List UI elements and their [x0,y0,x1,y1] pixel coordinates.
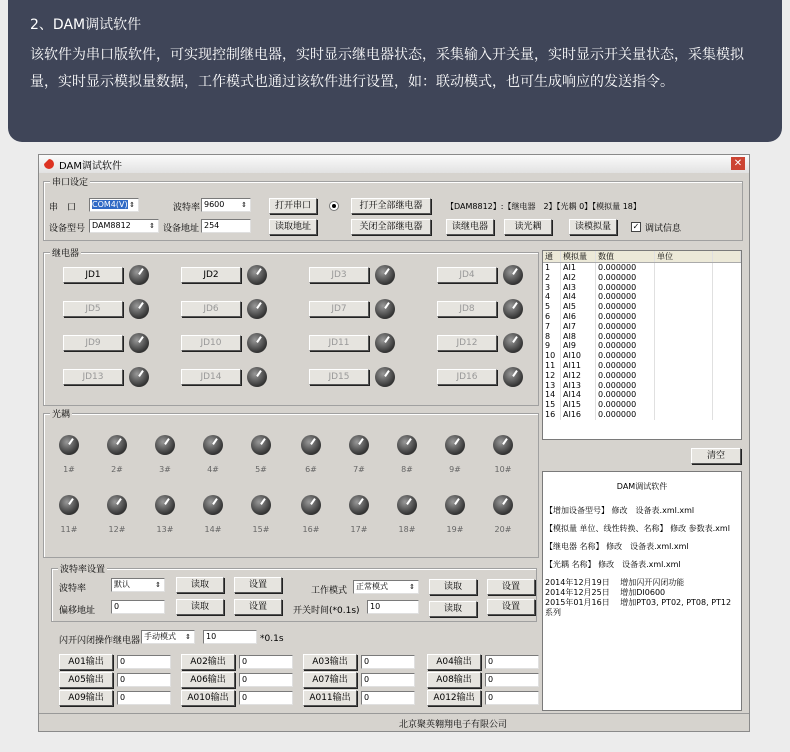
opto-group-label: 光耦 [50,407,72,420]
chevron-down-icon: ⇕ [149,222,155,230]
opto-status-knob-icon [445,495,465,515]
table-cell [655,410,713,420]
time-label: 开关时间(*0.1s) [293,606,360,616]
table-row [543,410,741,420]
table-row [543,332,741,342]
company-name: 北京聚英翱翔电子有限公司 [399,720,508,730]
opto-label: 18# [398,525,416,534]
output-button-4[interactable]: A04输出 [427,654,481,670]
opto-status-knob-icon [397,495,417,515]
mode-select[interactable] [353,580,419,594]
table-cell: 10 [543,351,561,361]
table-cell: AI16 [561,410,596,420]
table-cell [655,263,713,273]
output-button-10[interactable]: A010输出 [181,690,235,706]
opto-label: 6# [305,465,317,474]
opto-status-knob-icon [107,495,127,515]
opto-status-knob-icon [301,435,321,455]
opto-label: 4# [207,465,219,474]
opto-status-knob-icon [251,435,271,455]
table-cell [655,400,713,410]
opto-label: 8# [401,465,413,474]
port-value: COM4(V) [92,200,128,209]
banner-heading: 2、DAM调试软件 [30,17,142,33]
table-cell: 11 [543,361,561,371]
device-info-text: 【DAM8812】:【继电器 2】【光耦 0】【模拟量 18】 [446,202,641,211]
output-value-input[interactable]: 0 [361,673,415,687]
bs-baud-label: 波特率 [59,584,87,594]
output-value-input[interactable]: 0 [361,655,415,669]
app-window [38,154,750,732]
opto-label: 17# [350,525,368,534]
output-button-2[interactable]: A02输出 [181,654,235,670]
mode-read-button[interactable]: 读取 [429,579,477,595]
table-cell: AI6 [561,312,596,322]
table-cell: 0.000000 [596,263,655,273]
relay-button-1[interactable]: JD1 [63,267,123,283]
table-row [543,381,741,391]
baud-settings-label: 波特率设置 [58,562,107,575]
table-cell [655,390,713,400]
offset-label: 偏移地址 [59,606,96,616]
output-button-3[interactable]: A03输出 [303,654,357,670]
opto-label: 10# [494,465,512,474]
table-cell: 0.000000 [596,341,655,351]
table-row [543,312,741,322]
opto-status-knob-icon [397,435,417,455]
output-button-6[interactable]: A06输出 [181,672,235,688]
output-button-5[interactable]: A05输出 [59,672,113,688]
output-button-1[interactable]: A01输出 [59,654,113,670]
opto-label: 12# [108,525,126,534]
col-header: 通 [543,251,561,262]
relay-button-14[interactable]: JD14 [181,369,241,385]
port-label: 串 口 [49,203,77,213]
app-logo-icon [43,158,55,170]
port-status-radio [329,201,339,211]
analog-table[interactable] [542,250,742,440]
mode-value: 正常模式 [356,582,388,591]
table-row [543,322,741,332]
relay-status-knob-icon [503,333,523,353]
table-cell: 4 [543,292,561,302]
table-cell: 0.000000 [596,351,655,361]
col-header: 模拟量 [561,251,596,262]
table-cell [655,292,713,302]
table-row [543,263,741,273]
flash-label: 闪开闪闭操作继电器 [59,636,141,646]
window-title: DAM调试软件 [59,160,122,172]
opto-label: 20# [494,525,512,534]
table-cell [655,371,713,381]
bs-baud-value: 默认 [114,580,130,589]
table-cell: 0.000000 [596,332,655,342]
log-line: 【模拟量 单位、线性转换、名称】 修改 参数表.xml [545,524,730,533]
relay-status-knob-icon [375,299,395,319]
output-value-input[interactable]: 0 [485,673,539,687]
table-row [543,341,741,351]
chevron-down-icon: ⇕ [185,633,191,641]
opto-status-knob-icon [107,435,127,455]
table-cell: AI4 [561,292,596,302]
table-cell: AI11 [561,361,596,371]
flash-mode-value: 手动模式 [144,632,176,641]
relay-button-9[interactable]: JD9 [63,335,123,351]
opto-label: 14# [204,525,222,534]
relay-button-12[interactable]: JD12 [437,335,497,351]
output-value-input[interactable]: 0 [485,691,539,705]
relay-status-knob-icon [247,265,267,285]
table-cell: 0.000000 [596,371,655,381]
log-line: 【增加设备型号】 修改 设备表.xml.xml [545,506,695,515]
table-cell: 0.000000 [596,390,655,400]
table-cell: AI7 [561,322,596,332]
opto-label: 9# [449,465,461,474]
table-cell: AI5 [561,302,596,312]
clear-button[interactable]: 清空 [691,448,741,464]
bs-baud-read-button[interactable]: 读取 [176,577,224,593]
close-icon[interactable]: ✕ [731,157,745,170]
opto-label: 16# [302,525,320,534]
mode-label: 工作模式 [311,586,348,596]
table-cell: 2 [543,273,561,283]
device-type-select[interactable] [89,219,159,233]
table-cell [655,273,713,283]
opto-status-knob-icon [301,495,321,515]
relay-button-5[interactable]: JD5 [63,301,123,317]
log-line: 2014年12月19日 增加闪开闪闭功能 2014年12月25日 增加DI0600 2015年01月16日 增加PT03, PT02, PT08, PT12系列 [545,578,732,617]
read-addr-button[interactable]: 读取地址 [269,219,317,235]
read-relay-button[interactable]: 读继电器 [446,219,494,235]
chevron-down-icon: ⇕ [155,581,161,589]
output-value-input[interactable]: 0 [239,655,293,669]
table-cell: AI1 [561,263,596,273]
output-button-11[interactable]: A011输出 [303,690,357,706]
table-cell [655,302,713,312]
relay-status-knob-icon [129,265,149,285]
opto-status-knob-icon [493,495,513,515]
bs-baud-select[interactable] [111,578,165,592]
relay-status-knob-icon [247,299,267,319]
col-header [713,251,741,262]
flash-unit: *0.1s [260,634,284,644]
table-cell: 0.000000 [596,400,655,410]
relay-button-3[interactable]: JD3 [309,267,369,283]
chevron-down-icon: ⇕ [409,583,415,591]
table-cell: AI2 [561,273,596,283]
log-line: 【继电器 名称】 修改 设备表.xml.xml [545,542,689,551]
table-cell: 7 [543,322,561,332]
debug-checkbox[interactable]: ✓ [632,222,640,231]
table-cell: 0.000000 [596,283,655,293]
relay-button-6[interactable]: JD6 [181,301,241,317]
bs-baud-set-button[interactable]: 设置 [234,577,282,593]
table-cell: AI13 [561,381,596,391]
offset-set-button[interactable]: 设置 [234,599,282,615]
offset-read-button[interactable]: 读取 [176,599,224,615]
close-all-relays-button[interactable]: 关闭全部继电器 [351,219,431,235]
table-row [543,302,741,312]
opto-label: 19# [446,525,464,534]
log-textarea[interactable] [542,471,742,711]
opto-status-knob-icon [349,495,369,515]
table-cell: 0.000000 [596,381,655,391]
output-value-input[interactable]: 0 [485,655,539,669]
opto-label: 11# [60,525,78,534]
device-addr-input[interactable]: 254 [201,219,251,233]
col-header: 数值 [596,251,655,262]
relay-status-knob-icon [503,367,523,387]
table-cell: 0.000000 [596,292,655,302]
table-row [543,292,741,302]
opto-status-knob-icon [155,495,175,515]
opto-status-knob-icon [203,495,223,515]
relay-button-16[interactable]: JD16 [437,369,497,385]
relay-button-8[interactable]: JD8 [437,301,497,317]
table-cell [655,381,713,391]
time-input[interactable]: 10 [367,600,419,614]
table-cell: 0.000000 [596,302,655,312]
time-set-button[interactable]: 设置 [487,599,535,615]
table-row [543,371,741,381]
opto-status-knob-icon [251,495,271,515]
table-cell: 6 [543,312,561,322]
relay-button-4[interactable]: JD4 [437,267,497,283]
baud-select[interactable] [201,198,251,212]
read-analog-button[interactable]: 读模拟量 [569,219,617,235]
output-value-input[interactable]: 0 [117,691,171,705]
open-all-relays-button[interactable]: 打开全部继电器 [351,198,431,214]
flash-mode-select[interactable] [141,630,195,644]
table-cell: 0.000000 [596,361,655,371]
opto-label: 13# [156,525,174,534]
table-cell: AI9 [561,341,596,351]
read-opto-button[interactable]: 读光耦 [504,219,552,235]
table-cell [655,322,713,332]
table-cell: AI15 [561,400,596,410]
device-type-label: 设备型号 [49,224,86,234]
table-cell [655,283,713,293]
time-read-button[interactable]: 读取 [429,601,477,617]
table-cell: AI8 [561,332,596,342]
relay-status-knob-icon [503,265,523,285]
port-select[interactable] [89,198,139,212]
banner-paragraph: 该软件为串口版软件，可实现控制继电器，实时显示继电器状态，采集输入开关量，实时显示开关量状态，采集模拟量，实时显示模拟量数据，工作模式也通过该软件进行设置，如：联动模式，也可生成响应的发送指令。 [30,47,744,90]
table-row [543,361,741,371]
relay-status-knob-icon [129,333,149,353]
table-row [543,351,741,361]
opto-status-knob-icon [203,435,223,455]
table-cell: AI12 [561,371,596,381]
table-cell: 0.000000 [596,312,655,322]
log-line: 【光耦 名称】 修改 设备表.xml.xml [545,560,681,569]
table-cell: 15 [543,400,561,410]
device-addr-label: 设备地址 [163,224,200,234]
table-cell: 0.000000 [596,410,655,420]
relay-status-knob-icon [129,367,149,387]
table-cell [655,312,713,322]
relay-status-knob-icon [247,367,267,387]
open-port-button[interactable]: 打开串口 [269,198,317,214]
relay-button-7[interactable]: JD7 [309,301,369,317]
opto-label: 2# [111,465,123,474]
table-cell: AI3 [561,283,596,293]
baud-value: 9600 [204,200,225,209]
table-cell [655,332,713,342]
opto-status-knob-icon [59,435,79,455]
relay-button-15[interactable]: JD15 [309,369,369,385]
flash-time-input[interactable]: 10 [203,630,257,644]
table-cell: AI10 [561,351,596,361]
title-bar [39,155,749,173]
table-cell: 0.000000 [596,322,655,332]
table-cell: 3 [543,283,561,293]
chevron-down-icon: ⇕ [241,201,247,209]
table-row [543,390,741,400]
relay-status-knob-icon [375,265,395,285]
status-bar [39,713,749,731]
table-header [543,251,741,263]
opto-label: 15# [252,525,270,534]
table-cell [655,341,713,351]
output-value-input[interactable]: 0 [361,691,415,705]
opto-status-knob-icon [349,435,369,455]
chevron-down-icon: ⇕ [129,201,135,209]
debug-label: 调试信息 [645,224,682,234]
output-value-input[interactable]: 0 [239,673,293,687]
table-cell: 13 [543,381,561,391]
opto-status-knob-icon [445,435,465,455]
output-button-8[interactable]: A08输出 [427,672,481,688]
opto-status-knob-icon [493,435,513,455]
opto-label: 1# [63,465,75,474]
relay-button-2[interactable]: JD2 [181,267,241,283]
output-button-12[interactable]: A012输出 [427,690,481,706]
relay-button-10[interactable]: JD10 [181,335,241,351]
output-value-input[interactable]: 0 [117,673,171,687]
opto-status-knob-icon [59,495,79,515]
relay-group-label: 继电器 [50,246,81,259]
device-type-value: DAM8812 [92,221,131,230]
table-cell: 16 [543,410,561,420]
opto-label: 5# [255,465,267,474]
relay-status-knob-icon [375,367,395,387]
relay-status-knob-icon [503,299,523,319]
table-row [543,400,741,410]
table-cell: 8 [543,332,561,342]
log-title: DAM调试软件 [616,482,668,491]
relay-status-knob-icon [375,333,395,353]
baud-label: 波特率 [173,203,201,213]
relay-button-13[interactable]: JD13 [63,369,123,385]
table-cell: 1 [543,263,561,273]
offset-input[interactable]: 0 [111,600,165,614]
output-button-9[interactable]: A09输出 [59,690,113,706]
output-value-input[interactable]: 0 [117,655,171,669]
table-cell [655,361,713,371]
table-cell [655,351,713,361]
relay-status-knob-icon [129,299,149,319]
table-cell: 12 [543,371,561,381]
relay-button-11[interactable]: JD11 [309,335,369,351]
table-cell: 14 [543,390,561,400]
table-cell: 0.000000 [596,273,655,283]
opto-label: 3# [159,465,171,474]
output-value-input[interactable]: 0 [239,691,293,705]
output-button-7[interactable]: A07输出 [303,672,357,688]
col-header: 单位 [655,251,713,262]
table-row [543,283,741,293]
table-cell: 5 [543,302,561,312]
table-cell: 9 [543,341,561,351]
opto-label: 7# [353,465,365,474]
table-cell: AI14 [561,390,596,400]
serial-group-label: 串口设定 [50,175,90,188]
mode-set-button[interactable]: 设置 [487,579,535,595]
opto-status-knob-icon [155,435,175,455]
intro-banner [8,0,782,142]
table-row [543,273,741,283]
relay-status-knob-icon [247,333,267,353]
